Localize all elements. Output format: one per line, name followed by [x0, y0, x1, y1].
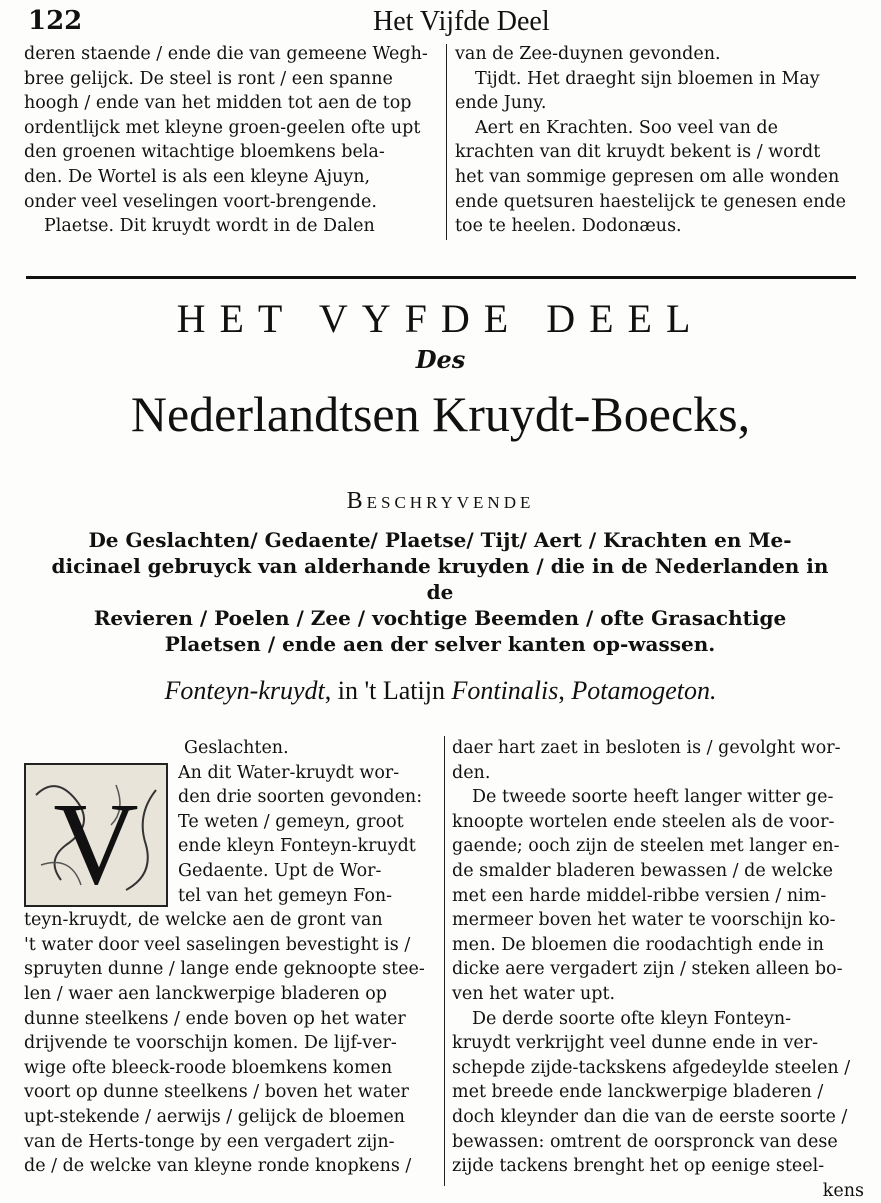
- text-line: deren staende / ende die van gemeene Wegh-: [24, 44, 428, 64]
- heading-plain: , in 't Latijn: [324, 676, 445, 705]
- text-line: den.: [452, 762, 491, 783]
- heading-name: Fonteyn-kruydt: [164, 676, 325, 705]
- text-line: kruydt verkrijght veel dunne ende in ver-: [452, 1033, 818, 1054]
- text-line: wige ofte bleeck-roode bloemkens komen: [24, 1057, 393, 1078]
- text-line: Plaetse. Dit kruydt wordt in de Dalen: [44, 216, 375, 237]
- text-line: ende kleyn Fonteyn-kruydt: [178, 836, 416, 857]
- text-line: ordentlijck met kleyne groen-geelen ofte upt: [24, 117, 421, 138]
- text-line: toe te heelen. Dodonæus.: [455, 216, 682, 237]
- horizontal-rule: [26, 276, 856, 279]
- description-line: De Geslachten/ Gedaente/ Plaetse/ Tijt/ Aert / Krachten en Me-: [88, 528, 792, 552]
- text-line: ende quetsuren haestelijck te genesen ende: [455, 191, 846, 212]
- text-line: mermeer boven het water te voorschijn ko-: [452, 910, 836, 931]
- text-line: de / de welcke van kleyne ronde knopkens /: [24, 1156, 412, 1177]
- text-line: daer hart zaet in besloten is / gevolght wor-: [452, 738, 841, 758]
- running-head: [28, 6, 861, 40]
- text-line: drijvende te voorschijn komen. De lijf-ver-: [24, 1033, 397, 1054]
- text-line: De tweede soorte heeft langer witter ge-: [472, 787, 834, 808]
- text-line: 't water door veel saselingen bevestight is /: [24, 934, 411, 955]
- top-left-column: [24, 42, 436, 239]
- text-line: zijde tackens brenght het op eenige steel-: [452, 1156, 825, 1177]
- title-des: Des: [415, 345, 466, 374]
- section-heading: [0, 676, 881, 706]
- heading-comma: ,: [558, 676, 565, 705]
- text-line: gaende; ooch zijn de steelen met langer en-: [452, 836, 840, 857]
- text-line: ende Juny.: [455, 93, 547, 114]
- text-line: bewassen: omtrent de oorspronck van dese: [452, 1131, 838, 1152]
- text-line: spruyten dunne / lange ende geknoopte stee-: [24, 959, 425, 980]
- text-line: Aert en Krachten. Soo veel van de: [475, 117, 778, 138]
- text-line: schepde zijde-tackskens afgedeylde steelen /: [452, 1057, 851, 1078]
- text-line: voort op dunne steelkens / boven het water: [24, 1082, 409, 1103]
- text-line: len / waer aen lanckwerpige bladeren op: [24, 983, 387, 1004]
- page-number: 122: [28, 6, 83, 36]
- text-line: van de Zee-duynen gevonden.: [455, 44, 721, 64]
- title-description: [40, 527, 840, 657]
- heading-latin-1: Fontinalis: [451, 676, 559, 705]
- text-line: doch kleynder dan die van de eerste soorte /: [452, 1106, 848, 1127]
- bottom-right-column: [452, 736, 864, 1203]
- text-line: men. De bloemen die roodachtigh ende in: [452, 934, 824, 955]
- text-line: Gedaente. Upt de Wor-: [178, 860, 382, 881]
- subheading-geslachten: Geslachten.: [184, 738, 289, 758]
- heading-latin-2: Potamogeton.: [571, 676, 717, 705]
- text-line: met breede ende lanckwerpige bladeren /: [452, 1082, 824, 1103]
- initial-ornament-icon: [26, 765, 166, 905]
- text-line: Te weten / gemeyn, groot: [178, 811, 404, 832]
- text-line: knoopte wortelen ende steelen als de voor-: [452, 811, 835, 832]
- column-divider: [444, 736, 445, 1186]
- bottom-left-column: [24, 736, 434, 1179]
- text-line: krachten van dit kruydt bekent is / wordt: [455, 142, 821, 163]
- description-line: dicinael gebruyck van alderhande kruyden / die in de Nederlanden in de: [51, 554, 829, 604]
- text-line: de smalder bladeren bewassen / de welcke: [452, 860, 833, 881]
- text-line: dicke aere vergadert zijn / steken alleen bo-: [452, 959, 843, 980]
- description-line: Plaetsen / ende aen der selver kanten op-wassen.: [164, 632, 716, 656]
- column-divider: [446, 44, 447, 240]
- text-line: den drie soorten gevonden:: [178, 787, 423, 808]
- text-line: het van sommige gepresen om alle wonden: [455, 166, 840, 187]
- text-line: dunne steelkens / ende boven op het water: [24, 1008, 406, 1029]
- text-line: hoogh / ende van het midden tot aen de top: [24, 93, 412, 114]
- text-line: onder veel veselingen voort-brengende.: [24, 191, 377, 212]
- text-line: den. De Wortel is als een kleyne Ajuyn,: [24, 166, 371, 187]
- text-line: upt-stekende / aerwijs / gelijck de bloemen: [24, 1106, 405, 1127]
- text-line: teyn-kruydt, de welcke aen de gront van: [24, 910, 383, 931]
- decorated-initial: [24, 763, 168, 907]
- text-line: van de Herts-tonge by een vergadert zijn-: [24, 1131, 395, 1152]
- book-title: Nederlandtsen Kruydt-Boecks,: [130, 386, 751, 442]
- description-line: Revieren / Poelen / Zee / vochtige Beemden / ofte Grasachtige: [93, 606, 787, 630]
- text-line: met een harde middel-ribbe versien / nim-: [452, 885, 827, 906]
- text-line: ven het water upt.: [452, 983, 616, 1004]
- text-line: kens: [822, 1180, 864, 1201]
- initial-letter: V: [53, 777, 139, 905]
- text-line: Tijdt. Het draeght sijn bloemen in May: [475, 68, 820, 89]
- text-line: tel van het gemeyn Fon-: [178, 885, 393, 906]
- text-line: bree gelijck. De steel is ront / een spanne: [24, 68, 393, 89]
- text-line: De derde soorte ofte kleyn Fonteyn-: [472, 1008, 792, 1029]
- part-title: HET VYFDE DEEL: [176, 296, 705, 341]
- top-right-column: [455, 42, 865, 239]
- title-beschryvende: Beschryvende: [346, 488, 535, 514]
- text-line: An dit Water-kruydt wor-: [178, 762, 400, 783]
- text-line: den groenen witachtige bloemkens bela-: [24, 142, 385, 163]
- running-title: Het Vijfde Deel: [373, 6, 550, 37]
